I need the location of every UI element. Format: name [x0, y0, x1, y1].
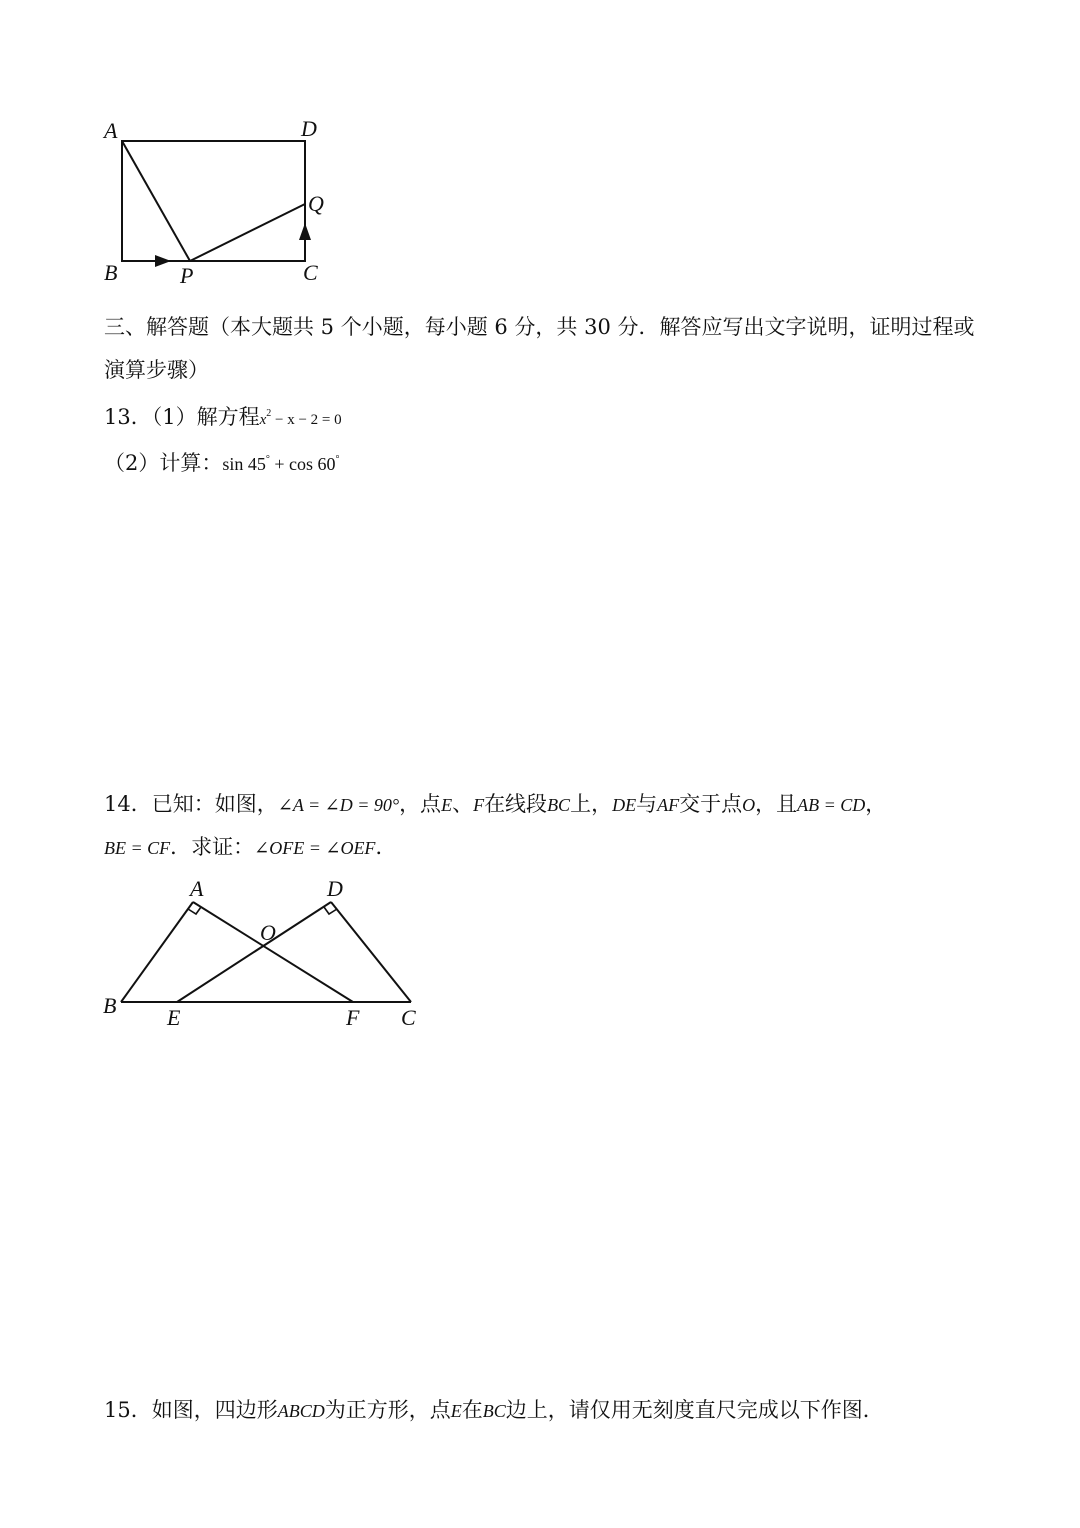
segment-dc — [331, 902, 411, 1002]
q13-part1: 13．（1）解方程$x^2 - x - 2 = 0$ — [104, 405, 342, 429]
segment-ab — [121, 902, 193, 1002]
label-b: B — [103, 993, 117, 1018]
segment-pq — [190, 204, 305, 261]
label-c: C — [303, 260, 318, 285]
right-angle-mark-a — [188, 907, 201, 914]
label-d: D — [327, 876, 343, 901]
label-o: O — [260, 920, 276, 945]
label-q: Q — [308, 191, 324, 216]
figure-rectangle-abcd — [95, 110, 345, 295]
q14-line2: BE = CF．求证：∠OFE = ∠OEF． — [104, 835, 397, 859]
segment-de — [177, 902, 331, 1002]
rectangle-abcd — [122, 141, 305, 261]
section-heading: 三、解答题（本大题共 5 个小题，每小题 6 分，共 30 分．解答应写出文字说明，证明过程或 — [104, 315, 975, 339]
label-d: D — [301, 116, 317, 141]
q14-line1: 14．已知：如图，∠A = ∠D = 90°，点E、F在线段BC上，DE与AF交于点O，且AB = CD， — [104, 792, 887, 816]
q13-part2: （2）计算：sin 45° + cos 60° — [104, 451, 340, 475]
label-b: B — [104, 260, 118, 285]
label-f: F — [346, 1005, 360, 1030]
arrow-up-icon — [299, 223, 311, 240]
label-a: A — [104, 118, 118, 143]
label-p: P — [180, 263, 194, 288]
arrow-right-icon — [155, 255, 171, 267]
label-e: E — [167, 1005, 181, 1030]
figure-triangles — [95, 872, 435, 1037]
segment-ap — [122, 141, 190, 261]
q15-line1: 15．如图，四边形ABCD为正方形，点E在BC边上，请仅用无刻度直尺完成以下作图． — [104, 1398, 884, 1422]
section-heading-cont: 演算步骤） — [104, 358, 209, 382]
segment-af — [193, 902, 353, 1002]
label-a: A — [190, 876, 204, 901]
label-c: C — [401, 1005, 416, 1030]
